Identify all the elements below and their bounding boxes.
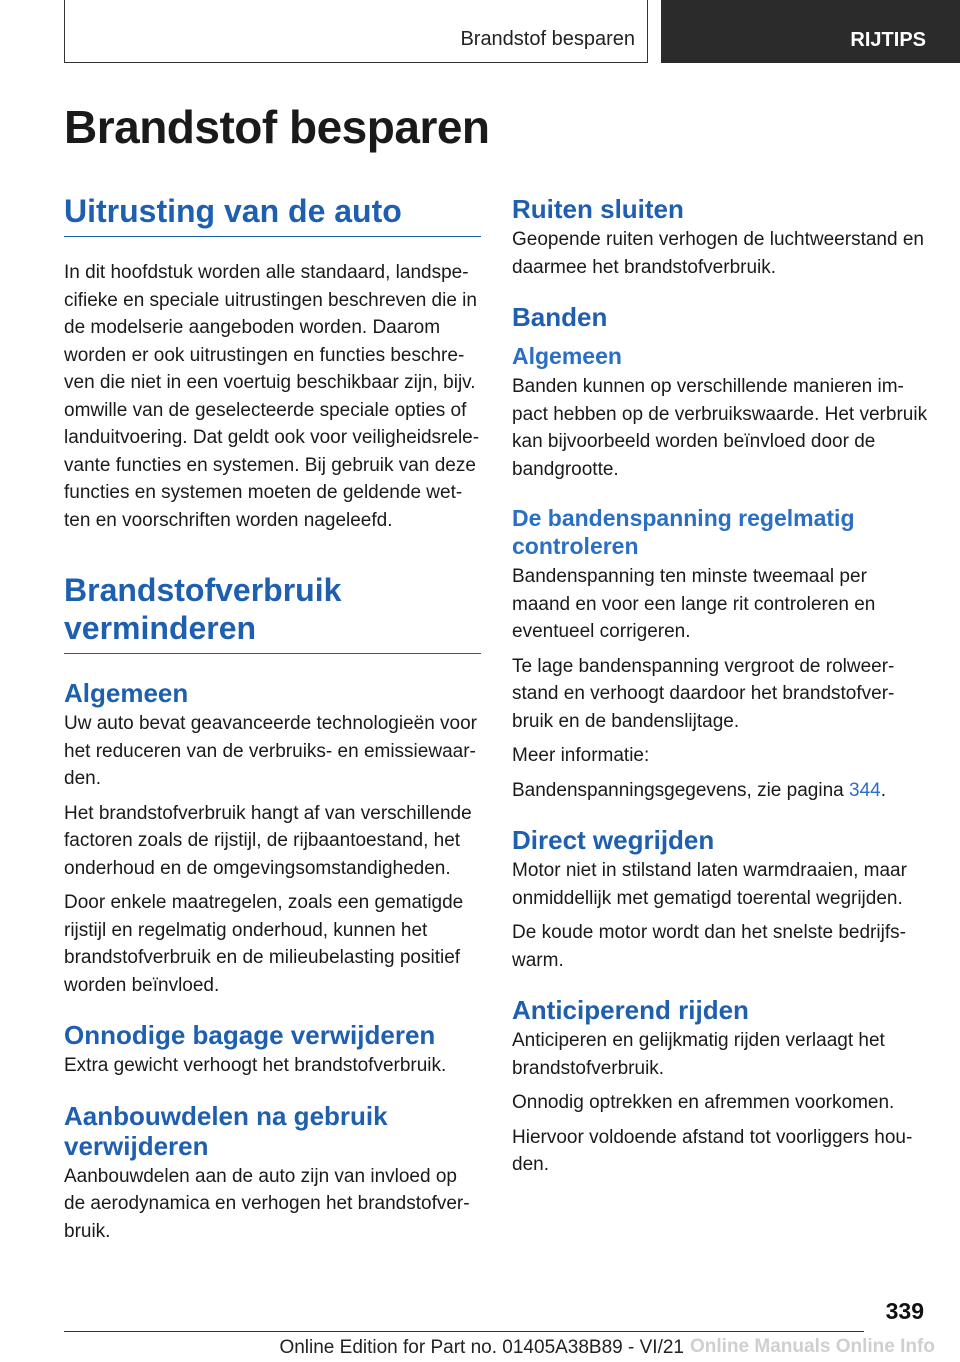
page-title: Brandstof besparen	[64, 101, 490, 153]
heading-close-windows: Ruiten sluiten	[512, 194, 684, 224]
heading-tire-pressure: De bandenspanning regelmatig controleren	[512, 505, 855, 559]
footer-watermark: Online Manuals Online Info	[690, 1336, 935, 1357]
reference-text: Bandenspanningsgegevens, zie pagina	[512, 779, 849, 801]
paragraph-equipment: In dit hoofdstuk worden alle standaard, landspe-cifieke en speciale uitrustingen beschreven die in de modelserie aangeboden worden. Daarom worden er ook uitrustingen en functies beschre-ven die niet in een voertuig beschikbaar zijn, bijv. omwille van de geselecteerde speciale opties of landuitvoering. Dat geldt ook voor veiligheidsrele-vante functies en systemen. Bij gebruik van deze functies en systemen moeten de geldende wet-ten en voorschriften worden nageleefd.	[64, 262, 480, 531]
paragraph-anticipate-1: Anticiperen en gelijkmatig rijden verlaagt het brandstofverbruik.	[512, 1030, 885, 1079]
paragraph-more-info: Meer informatie:	[512, 745, 650, 766]
footer-edition: Online Edition for Part no. 01405A38B89 - VI/21	[279, 1337, 684, 1358]
heading-anticipatory-driving: Anticiperend rijden	[512, 995, 749, 1025]
heading-remove-attachments: Aanbouwdelen na gebruik verwijderen	[64, 1100, 388, 1161]
paragraph-general-3: Door enkele maatregelen, zoals een gematigde rijstijl en regelmatig onderhoud, kunnen het brandstofverbruik en de milieubelasting positief worden beïnvloed.	[64, 892, 464, 996]
paragraph-unneeded-luggage: Extra gewicht verhoogt het brandstofverbruik.	[64, 1055, 447, 1076]
paragraph-drive-off-1: Motor niet in stilstand laten warmdraaien, maar onmiddellijk met gematigd toerental wegrijden.	[512, 860, 907, 909]
header-section-title: Brandstof besparen	[460, 28, 635, 50]
reference-suffix: .	[880, 779, 886, 801]
paragraph-drive-off-2: De koude motor wordt dan het snelste bedrijfs-warm.	[512, 922, 906, 971]
paragraph-general-1: Uw auto bevat geavanceerde technologieën voor het reduceren van de verbruiks- en emissiewaar-den.	[64, 713, 478, 789]
paragraph-general-2: Het brandstofverbruik hangt af van verschillende factoren zoals de rijstijl, de rijbaantoestand, het onderhoud en de omgevingsomstandigheden.	[64, 802, 472, 879]
heading-reduce-consumption: Brandstofverbruik verminderen	[64, 571, 481, 654]
paragraph-anticipate-3: Hiervoor voldoende afstand tot voorliggers hou-den.	[512, 1126, 913, 1175]
page-number: 339	[885, 1298, 924, 1324]
heading-general: Algemeen	[64, 678, 189, 708]
heading-unneeded-luggage: Onnodige bagage verwijderen	[64, 1020, 436, 1050]
heading-tires-general: Algemeen	[512, 343, 622, 369]
paragraph-remove-attachments: Aanbouwdelen aan de auto zijn van invloed op de aerodynamica en verhogen het brandstofver-bruik.	[64, 1165, 470, 1242]
paragraph-tires-general: Banden kunnen op verschillende manieren im-pact hebben op de verbruikswaarde. Het verbruik kan bijvoorbeeld worden beïnvloed door de bandgrootte.	[512, 376, 928, 480]
paragraph-tire-pressure-2: Te lage bandenspanning vergroot de rolweer-stand en verhoogt daardoor het brandstofver-bruik en de bandenslijtage.	[512, 655, 895, 732]
footer-divider	[64, 1331, 864, 1332]
right-column	[512, 194, 929, 1186]
heading-tires: Banden	[512, 302, 608, 332]
paragraph-anticipate-2: Onnodig optrekken en afremmen voorkomen.	[512, 1092, 895, 1113]
heading-equipment: Uitrusting van de auto	[64, 192, 481, 237]
left-column	[64, 192, 481, 1252]
header-chapter-tab[interactable]: RIJTIPS	[661, 0, 960, 63]
heading-drive-off-directly: Direct wegrijden	[512, 825, 715, 855]
paragraph-tire-pressure-reference	[512, 777, 929, 805]
page-reference-link[interactable]: 344	[849, 779, 881, 801]
paragraph-tire-pressure-1: Bandenspanning ten minste tweemaal per maand en voor een lange rit controleren en eventueel corrigeren.	[512, 566, 876, 642]
paragraph-close-windows: Geopende ruiten verhogen de luchtweerstand en daarmee het brandstofverbruik.	[512, 229, 924, 278]
